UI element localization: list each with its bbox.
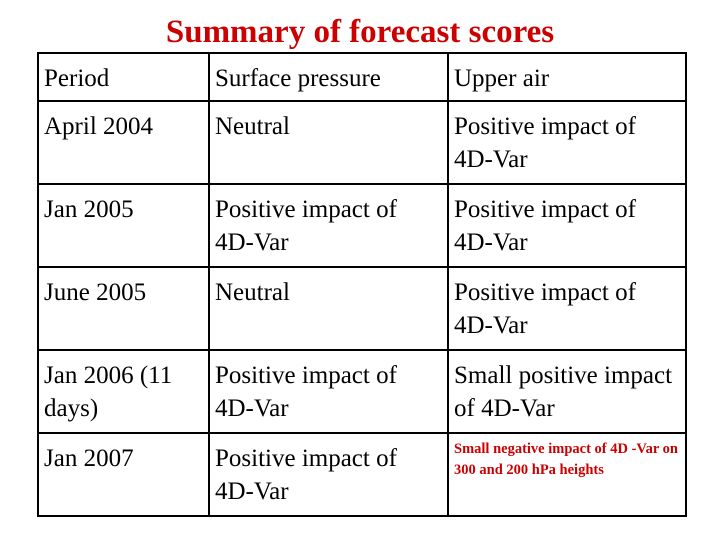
- negative-impact-note: Small negative impact of 4D -Var on 300 and 200 hPa heights: [454, 441, 678, 478]
- slide-title: Summary of forecast scores: [165, 14, 555, 50]
- header-period: Period: [38, 53, 209, 101]
- table-row: [38, 433, 686, 516]
- header-upper-air: Upper air: [448, 53, 686, 101]
- cell-period: Jan 2005: [38, 184, 209, 267]
- table-row: [38, 184, 686, 267]
- cell-upper-air: Small positive impact of 4D-Var: [448, 350, 686, 433]
- cell-surface-pressure: Positive impact of 4D-Var: [209, 350, 448, 433]
- cell-period: Jan 2007: [38, 433, 209, 516]
- cell-period: April 2004: [38, 101, 209, 184]
- table-header-row: [38, 53, 686, 101]
- cell-surface-pressure: Positive impact of 4D-Var: [209, 433, 448, 516]
- cell-upper-air: Positive impact of 4D-Var: [448, 267, 686, 350]
- cell-upper-air: Positive impact of 4D-Var: [448, 101, 686, 184]
- cell-upper-air: Positive impact of 4D-Var: [448, 184, 686, 267]
- forecast-scores-table: [37, 52, 687, 517]
- cell-surface-pressure: Neutral: [209, 101, 448, 184]
- cell-period: Jan 2006 (11 days): [38, 350, 209, 433]
- table-row: [38, 267, 686, 350]
- table-row: [38, 350, 686, 433]
- table-row: [38, 101, 686, 184]
- cell-upper-air: [448, 433, 686, 516]
- header-surface-pressure: Surface pressure: [209, 53, 448, 101]
- cell-surface-pressure: Positive impact of 4D-Var: [209, 184, 448, 267]
- cell-period: June 2005: [38, 267, 209, 350]
- cell-surface-pressure: Neutral: [209, 267, 448, 350]
